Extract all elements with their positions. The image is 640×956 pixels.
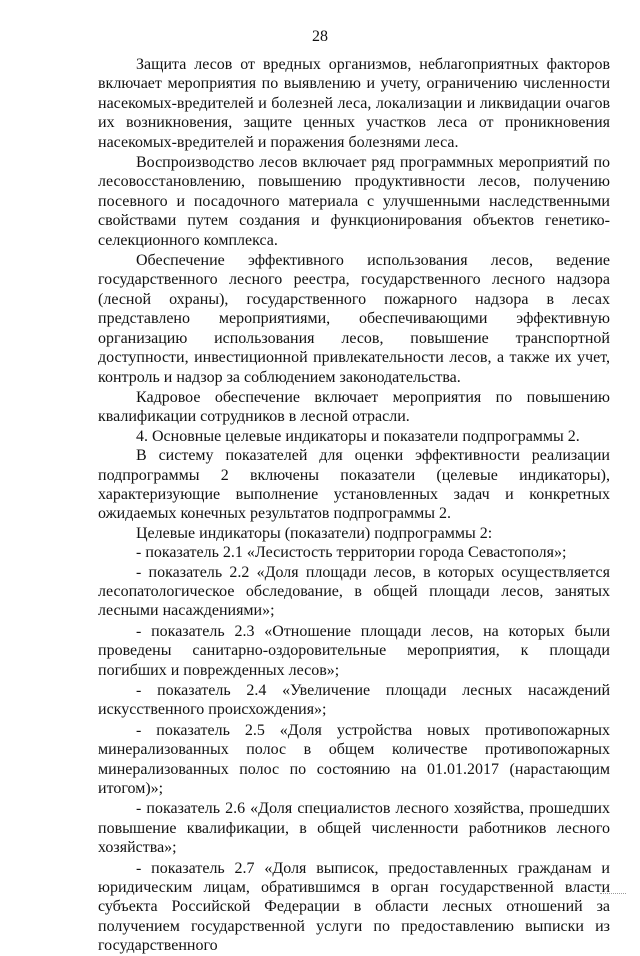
paragraph-indicator-intro: Целевые индикаторы (показатели) подпрограммы 2:	[136, 524, 493, 542]
list-item-indicator-2-3: - показатель 2.3 «Отношение площади лесов, на которых были проведены санитарно-оздоровительные мероприятия, к площади погибших и поврежденных лесов»;	[98, 622, 610, 679]
list-item-indicator-2-1: - показатель 2.1 «Лесистость территории города Севастополя»;	[136, 544, 567, 562]
list-item-indicator-2-2: - показатель 2.2 «Доля площади лесов, в которых осуществляется лесопатологическое обследование, в общей площади лесов, занятых лесными насаждениями»;	[98, 563, 610, 620]
list-item-indicator-2-4: - показатель 2.4 «Увеличение площади лесных насаждений искусственного происхождения»;	[98, 682, 610, 719]
list-item-indicator-2-6: - показатель 2.6 «Доля специалистов лесного хозяйства, прошедших повышение квалификации, в общей численности работников лесного хозяйства»;	[98, 800, 610, 857]
document-body	[98, 55, 610, 956]
list-item-indicator-2-7: - показатель 2.7 «Доля выписок, предоставленных гражданам и юридическим лицам, обратившимся в орган государственной власти субъекта Российской Федерации в области лесных отношений за получением государственной услуги по предоставлению выписки из государственного	[98, 859, 610, 955]
list-item-indicator-2-5: - показатель 2.5 «Доля устройства новых противопожарных минерализованных полос в общем количестве противопожарных минерализованных полос по состоянию на 01.01.2017 (нарастающим итогом)»;	[98, 721, 610, 798]
paragraph-forest-use: Обеспечение эффективного использования лесов, ведение государственного лесного реестра, государственного лесного надзора (лесной охраны), государственного пожарного надзора в лесах представлено мероприятиями, обеспечивающими эффективную организацию использования лесов, повышение транспортной доступности, инвестиционной привлекательности лесов, а также их учет, контроль и надзор за соблюдением законодательства.	[98, 252, 610, 386]
paragraph-forest-protection: Защита лесов от вредных организмов, неблагоприятных факторов включает мероприятия по выявлению и учету, ограничению численности насекомых-вредителей и болезней леса, локализации и ликвидации очагов их возникновения, защите ценных участков леса от проникновения насекомых-вредителей и поражения болезнями леса.	[98, 56, 610, 151]
scan-mark	[600, 893, 626, 897]
page-number: 28	[312, 28, 328, 45]
section-heading: 4. Основные целевые индикаторы и показатели подпрограммы 2.	[136, 427, 580, 445]
paragraph-reforestation: Воспроизводство лесов включает ряд программных мероприятий по лесовосстановлению, повышению продуктивности лесов, получению посевного и посадочного материала с улучшенными наследственными свойствами путем создания и функционирования объектов генетико-селекционного комплекса.	[98, 154, 610, 249]
paragraph-staffing: Кадровое обеспечение включает мероприятия по повышению квалификации сотрудников в лесной отрасли.	[98, 388, 610, 426]
paragraph-indicator-system: В систему показателей для оценки эффективности реализации подпрограммы 2 включены показатели (целевые индикаторы), характеризующие выполнение установленных задач и конкретных ожидаемых конечных результатов подпрограммы 2.	[98, 447, 610, 523]
